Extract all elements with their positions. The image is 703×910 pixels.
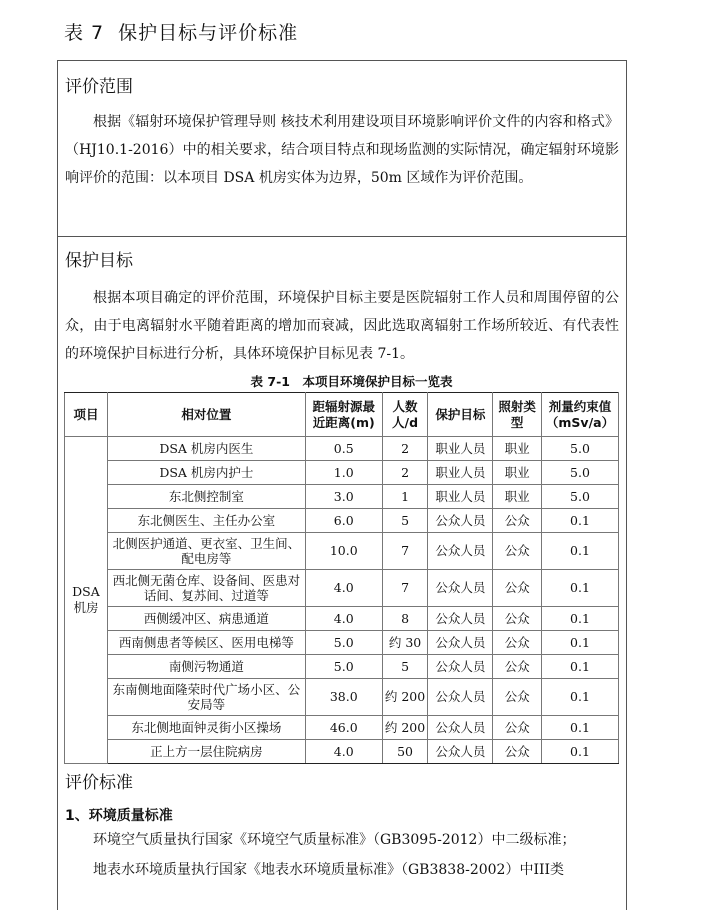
cell-target: 职业人员	[428, 437, 493, 461]
table-caption: 表 7-1 本项目环境保护目标一览表	[250, 374, 453, 389]
header-exposure-type: 照射类型	[493, 393, 542, 437]
cell-distance: 46.0	[305, 716, 382, 740]
table-row	[65, 716, 619, 740]
header-target: 保护目标	[428, 393, 493, 437]
cell-type: 公众	[493, 509, 542, 533]
cell-target: 公众人员	[428, 607, 493, 631]
cell-location: 西侧缓冲区、病患通道	[107, 607, 305, 631]
table-row	[65, 655, 619, 679]
cell-location: 东北侧地面钟灵街小区操场	[107, 716, 305, 740]
header-location: 相对位置	[107, 393, 305, 437]
cell-target: 公众人员	[428, 570, 493, 607]
target-heading: 保护目标	[65, 251, 133, 271]
section-divider	[57, 236, 627, 237]
cell-distance: 5.0	[305, 631, 382, 655]
cell-type: 公众	[493, 655, 542, 679]
cell-target: 公众人员	[428, 679, 493, 716]
scope-text: 根据《辐射环境保护管理导则 核技术利用建设项目环境影响评价文件的内容和格式》（HJ10.1-2016）中的相关要求，结合项目特点和现场监测的实际情况，确定辐射环境影响评价的范围：以本项目 DSA 机房实体为边界，50m 区域作为评价范围。	[65, 114, 619, 186]
cell-location: 正上方一层住院病房	[107, 740, 305, 764]
cell-count: 8	[382, 607, 428, 631]
cell-type: 公众	[493, 631, 542, 655]
cell-type: 公众	[493, 740, 542, 764]
cell-limit: 5.0	[541, 461, 618, 485]
cell-target: 公众人员	[428, 509, 493, 533]
standard-line-air: 环境空气质量执行国家《环境空气质量标准》（GB3095-2012）中二级标准；	[93, 832, 576, 848]
cell-location: DSA 机房内医生	[107, 437, 305, 461]
cell-target: 职业人员	[428, 461, 493, 485]
cell-target: 公众人员	[428, 740, 493, 764]
cell-type: 职业	[493, 485, 542, 509]
cell-target: 公众人员	[428, 655, 493, 679]
cell-count: 5	[382, 509, 428, 533]
cell-target: 公众人员	[428, 716, 493, 740]
cell-limit: 5.0	[541, 485, 618, 509]
cell-distance: 6.0	[305, 509, 382, 533]
page-title	[64, 18, 298, 45]
cell-count: 7	[382, 533, 428, 570]
table-header-row	[65, 393, 619, 437]
table-row	[65, 679, 619, 716]
table-number: 表 7	[64, 22, 105, 44]
cell-limit: 0.1	[541, 655, 618, 679]
cell-limit: 0.1	[541, 740, 618, 764]
header-distance: 距辐射源最近距离(m)	[305, 393, 382, 437]
table-row	[65, 631, 619, 655]
table-row	[65, 607, 619, 631]
cell-limit: 0.1	[541, 716, 618, 740]
cell-type: 职业	[493, 461, 542, 485]
cell-location: 西北侧无菌仓库、设备间、医患对话间、复苏间、过道等	[107, 570, 305, 607]
cell-limit: 0.1	[541, 533, 618, 570]
header-item: 项目	[65, 393, 108, 437]
target-text: 根据本项目确定的评价范围，环境保护目标主要是医院辐射工作人员和周围停留的公众，由于电离辐射水平随着距离的增加而衰减，因此选取离辐射工作场所较近、有代表性的环境保护目标进行分析，具体环境保护目标见表 7-1。	[65, 290, 619, 362]
standard-heading: 评价标准	[65, 773, 133, 793]
cell-count: 1	[382, 485, 428, 509]
scope-heading: 评价范围	[65, 77, 133, 97]
protection-target-table	[64, 392, 619, 764]
cell-distance: 0.5	[305, 437, 382, 461]
cell-count: 50	[382, 740, 428, 764]
cell-limit: 0.1	[541, 607, 618, 631]
header-dose-limit: 剂量约束值（mSv/a）	[541, 393, 618, 437]
cell-distance: 5.0	[305, 655, 382, 679]
cell-location: 北侧医护通道、更衣室、卫生间、配电房等	[107, 533, 305, 570]
cell-type: 职业	[493, 437, 542, 461]
cell-type: 公众	[493, 716, 542, 740]
header-count: 人数人/d	[382, 393, 428, 437]
table-row	[65, 740, 619, 764]
cell-count: 约 200	[382, 716, 428, 740]
cell-limit: 0.1	[541, 570, 618, 607]
table-row	[65, 437, 619, 461]
target-paragraph	[65, 284, 619, 368]
cell-target: 职业人员	[428, 485, 493, 509]
cell-count: 5	[382, 655, 428, 679]
cell-type: 公众	[493, 679, 542, 716]
cell-limit: 0.1	[541, 679, 618, 716]
cell-distance: 38.0	[305, 679, 382, 716]
cell-target: 公众人员	[428, 631, 493, 655]
cell-distance: 3.0	[305, 485, 382, 509]
cell-limit: 0.1	[541, 631, 618, 655]
cell-distance: 4.0	[305, 607, 382, 631]
cell-location: 东北侧控制室	[107, 485, 305, 509]
cell-distance: 4.0	[305, 740, 382, 764]
page-title-text: 保护目标与评价标准	[118, 22, 299, 44]
table-row	[65, 509, 619, 533]
standard-line-water: 地表水环境质量执行国家《地表水环境质量标准》（GB3838-2002）中III类	[93, 862, 565, 878]
cell-distance: 10.0	[305, 533, 382, 570]
cell-type: 公众	[493, 533, 542, 570]
cell-location: 西南侧患者等候区、医用电梯等	[107, 631, 305, 655]
table-row	[65, 533, 619, 570]
cell-limit: 5.0	[541, 437, 618, 461]
cell-distance: 4.0	[305, 570, 382, 607]
cell-location: DSA 机房内护士	[107, 461, 305, 485]
cell-count: 约 200	[382, 679, 428, 716]
cell-count: 2	[382, 461, 428, 485]
cell-limit: 0.1	[541, 509, 618, 533]
cell-location: 南侧污物通道	[107, 655, 305, 679]
table-row	[65, 485, 619, 509]
cell-count: 7	[382, 570, 428, 607]
cell-type: 公众	[493, 607, 542, 631]
cell-target: 公众人员	[428, 533, 493, 570]
table-row	[65, 461, 619, 485]
group-label: DSA机房	[65, 437, 108, 764]
cell-count: 约 30	[382, 631, 428, 655]
cell-location: 东南侧地面隆荣时代广场小区、公安局等	[107, 679, 305, 716]
cell-type: 公众	[493, 570, 542, 607]
cell-count: 2	[382, 437, 428, 461]
scope-paragraph	[65, 108, 619, 192]
cell-distance: 1.0	[305, 461, 382, 485]
table-row	[65, 570, 619, 607]
cell-location: 东北侧医生、主任办公室	[107, 509, 305, 533]
standard-sub-heading: 1、环境质量标准	[65, 808, 173, 824]
